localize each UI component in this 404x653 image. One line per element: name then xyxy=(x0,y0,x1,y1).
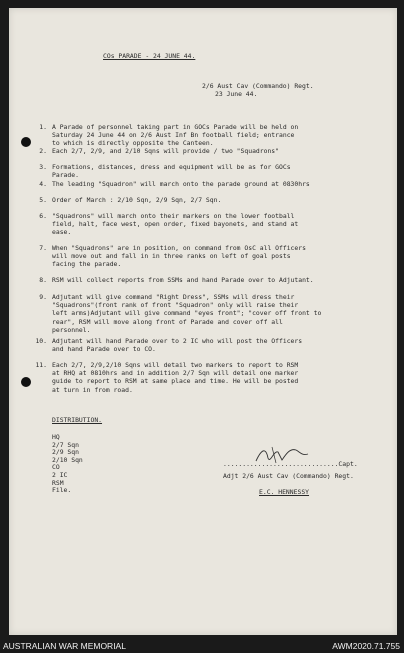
item-line: personnel. xyxy=(52,325,91,334)
item-number: 2. xyxy=(39,147,47,155)
item-line: facing the parade. xyxy=(52,260,122,269)
punch-hole xyxy=(21,137,31,147)
item-line: Parade. xyxy=(52,171,79,180)
item-line: and hand Parade over to CO. xyxy=(52,345,156,354)
item-number: 1. xyxy=(39,123,47,131)
item-line: Each 2/7, 2/9,2/10 Sqns will detail two markers to report to RSM xyxy=(52,361,299,369)
item-line: field, halt, face west, open order, fixed bayonets, and stand at xyxy=(52,220,299,229)
item-line: at turn in from road. xyxy=(52,385,133,394)
document-date: 23 June 44. xyxy=(215,90,258,98)
item-number: 5. xyxy=(39,196,47,204)
unit-header: 2/6 Aust Cav (Commando) Regt. xyxy=(202,82,314,90)
item-line: "Squadrons"(front rank of front "Squadron" only will raise their xyxy=(52,301,299,310)
item-number: 7. xyxy=(39,244,47,252)
signature-title: Adjt 2/6 Aust Cav (Commando) Regt. xyxy=(223,472,354,480)
item-line: ease. xyxy=(52,228,72,237)
item-text xyxy=(52,361,298,394)
item-line: Each 2/7, 2/9, and 2/10 Sqns will provide / two "Squadrons" xyxy=(52,147,280,155)
item-number: 8. xyxy=(39,276,47,284)
punch-hole xyxy=(21,377,31,387)
item-number: 10. xyxy=(35,337,47,345)
item-line: guide to report to RSM at same place and time. He will be posted xyxy=(52,377,299,386)
item-line: "Squadrons" will march onto their markers on the lower football xyxy=(52,212,295,220)
item-line: The leading "Squadron" will march onto the parade ground at 0830hrs xyxy=(52,180,310,188)
item-text xyxy=(52,276,314,284)
item-line: Adjutant will give command "Right Dress", SSMs will dress their xyxy=(52,293,295,301)
item-line: left arms)Adjutant will give command "eyes front"; "cover off front to xyxy=(52,309,322,318)
item-text xyxy=(52,163,291,179)
distribution-entry: File. xyxy=(52,486,72,495)
item-line: When "Squadrons" are in position, on command from OsC all Officers xyxy=(52,244,306,252)
distribution-entry: HQ xyxy=(52,433,60,441)
item-number: 4. xyxy=(39,180,47,188)
item-number: 11. xyxy=(35,361,47,369)
item-text xyxy=(52,196,221,204)
item-line: at RHQ at 0810hrs and in addition 2/7 Sqn will detail one marker xyxy=(52,369,299,378)
distribution-entry: CO xyxy=(52,463,60,472)
item-number: 6. xyxy=(39,212,47,220)
item-number: 3. xyxy=(39,163,47,171)
item-line: A Parade of personnel taking part in GOCs Parade will be held on xyxy=(52,123,299,131)
distribution-entry: 2/7 Sqn xyxy=(52,440,79,449)
item-line: Saturday 24 June 44 on 2/6 Aust Inf Bn football field; entrance xyxy=(52,131,295,140)
distribution-list xyxy=(52,434,83,495)
document-page xyxy=(9,8,397,635)
item-text xyxy=(52,147,279,155)
item-text xyxy=(52,337,302,353)
item-text xyxy=(52,244,306,269)
item-line: to which is directly opposite the Canteen. xyxy=(52,139,214,148)
signature-line: ..............................Capt. xyxy=(223,460,358,468)
distribution-entry: 2/9 Sqn xyxy=(52,448,79,457)
item-text xyxy=(52,293,321,334)
item-line: Order of March : 2/10 Sqn, 2/9 Sqn, 2/7 Sqn. xyxy=(52,196,222,204)
item-text xyxy=(52,212,298,237)
distribution-title: DISTRIBUTION. xyxy=(52,416,103,424)
item-text xyxy=(52,180,310,188)
distribution-entry: 2/10 Sqn xyxy=(52,455,83,464)
item-line: will move out and fall in in three ranks on left of goal posts xyxy=(52,252,291,261)
item-line: RSM will collect reports from SSMs and hand Parade over to Adjutant. xyxy=(52,276,314,284)
signature-name: E.C. HENNESSY xyxy=(259,488,310,496)
distribution-entry: 2 IC xyxy=(52,470,68,479)
item-line: rear", RSM will move along front of Parade and cover off all xyxy=(52,317,283,326)
item-line: Adjutant will hand Parade over to 2 IC who will post the Officers xyxy=(52,337,303,345)
distribution-entry: RSM xyxy=(52,478,64,487)
footer-institution: AUSTRALIAN WAR MEMORIAL xyxy=(3,641,126,651)
document-title: COs PARADE - 24 JUNE 44. xyxy=(103,52,196,60)
item-line: Formations, distances, dress and equipment will be as for GOCs xyxy=(52,163,291,171)
footer-accession-number: AWM2020.71.755 xyxy=(332,641,400,651)
item-number: 9. xyxy=(39,293,47,301)
item-text xyxy=(52,123,298,148)
